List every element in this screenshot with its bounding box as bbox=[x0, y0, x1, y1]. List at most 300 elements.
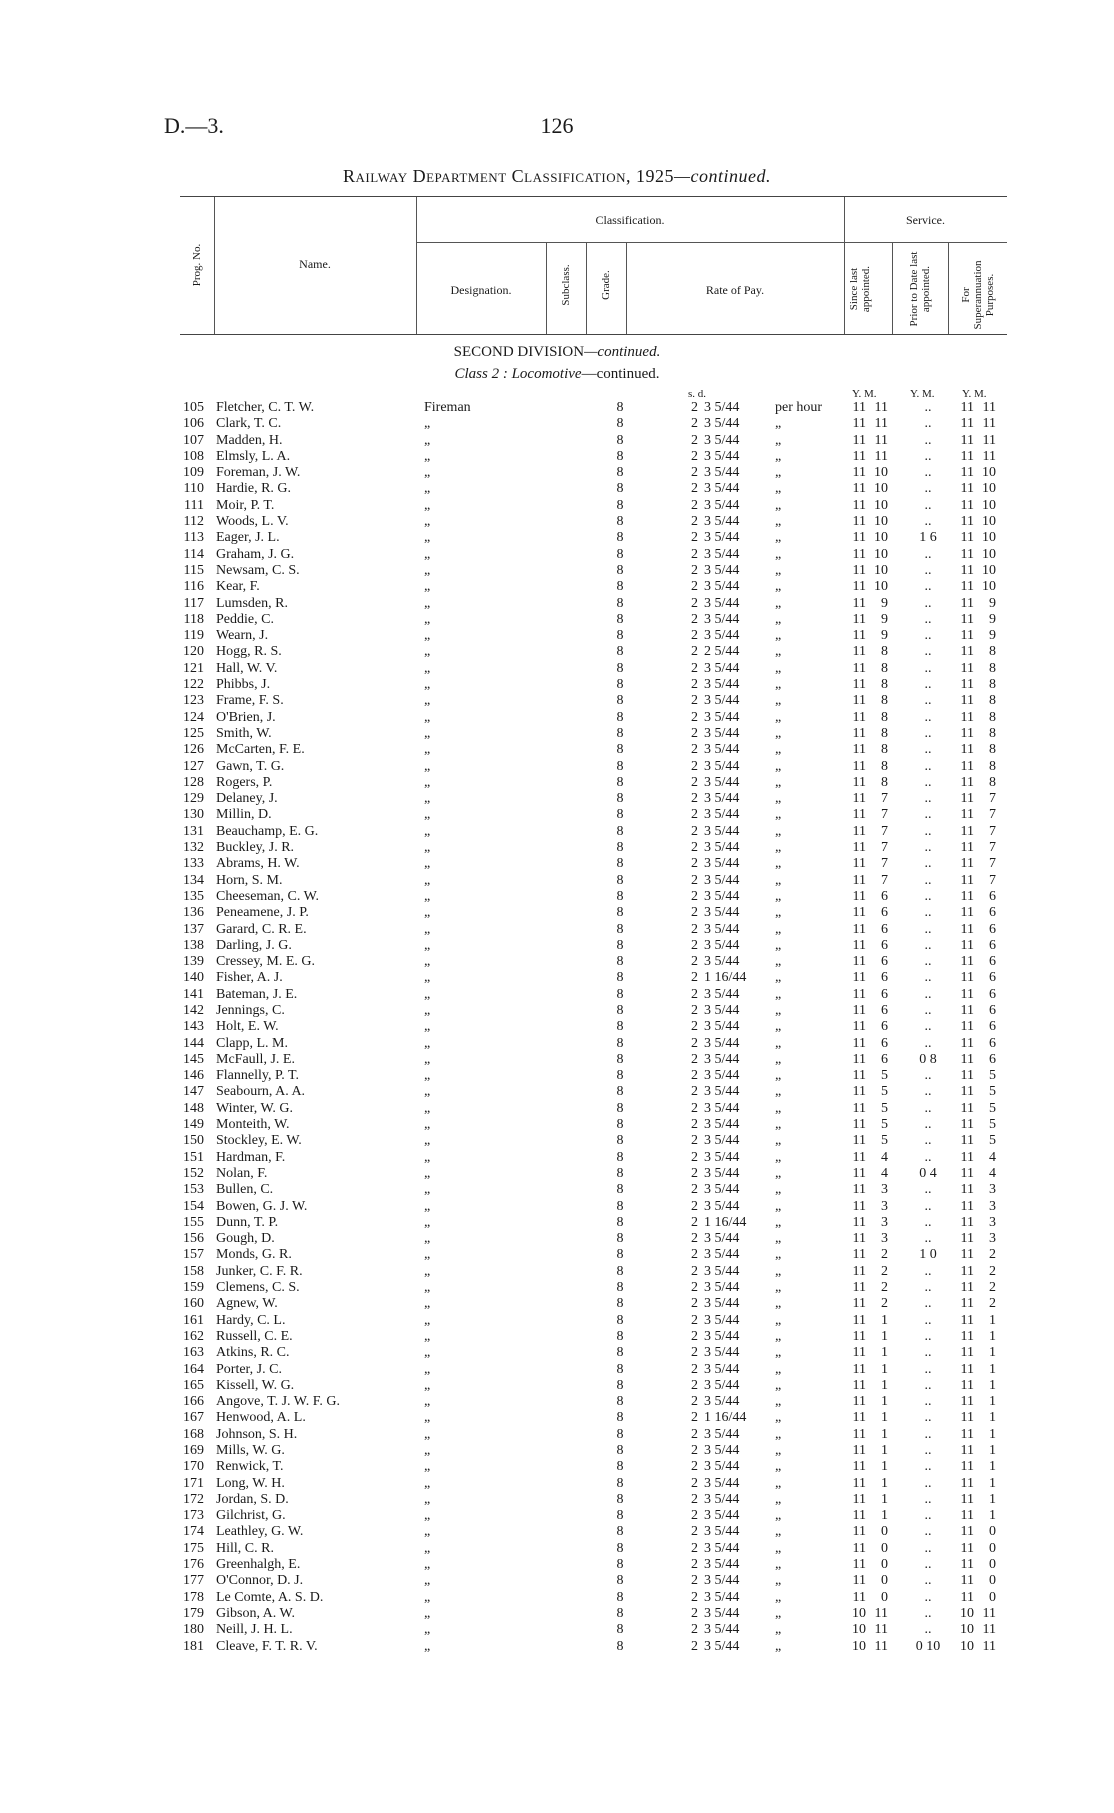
designation: „ bbox=[424, 970, 431, 986]
since-months: 1 bbox=[881, 1345, 888, 1361]
super-months: 5 bbox=[989, 1084, 996, 1100]
super-months: 2 bbox=[989, 1247, 996, 1263]
since-years: 11 bbox=[852, 514, 866, 530]
super-months: 7 bbox=[989, 856, 996, 872]
designation: „ bbox=[424, 1589, 431, 1605]
header-service: Service. bbox=[906, 213, 945, 227]
since-years: 11 bbox=[852, 1345, 866, 1361]
super-years: 11 bbox=[960, 595, 974, 611]
pay-pence: 3 5/44 bbox=[704, 1312, 740, 1328]
prog-no: 133 bbox=[183, 856, 204, 872]
designation: „ bbox=[424, 1117, 431, 1133]
prog-no: 144 bbox=[183, 1035, 204, 1051]
employee-name: Fisher, A. J. bbox=[216, 970, 283, 986]
subclass: 8 bbox=[616, 497, 624, 513]
since-years: 11 bbox=[852, 1231, 866, 1247]
unit-since: Y. M. bbox=[852, 388, 877, 400]
since-months: 6 bbox=[881, 970, 888, 986]
pay-pence: 3 5/44 bbox=[704, 1605, 740, 1621]
prog-no: 156 bbox=[183, 1231, 204, 1247]
subclass: 8 bbox=[616, 1198, 624, 1214]
super-months: 1 bbox=[989, 1394, 996, 1410]
prog-no: 117 bbox=[183, 595, 204, 611]
since-months: 7 bbox=[881, 856, 888, 872]
table-row bbox=[0, 1264, 1114, 1280]
super-months: 11 bbox=[982, 1622, 996, 1638]
since-months: 0 bbox=[881, 1540, 888, 1556]
pay-shillings: 2 bbox=[691, 954, 698, 970]
super-months: 7 bbox=[989, 791, 996, 807]
employee-name: Monteith, W. bbox=[216, 1117, 290, 1133]
pay-shillings: 2 bbox=[691, 807, 698, 823]
pay-shillings: 2 bbox=[691, 888, 698, 904]
since-years: 11 bbox=[852, 465, 866, 481]
pay-pence: 3 5/44 bbox=[704, 465, 740, 481]
since-years: 11 bbox=[852, 530, 866, 546]
designation: „ bbox=[424, 1035, 431, 1051]
prior-service: .. bbox=[924, 1133, 932, 1149]
subclass: 8 bbox=[616, 1605, 624, 1621]
pay-period: „ bbox=[775, 970, 782, 986]
pay-pence: 3 5/44 bbox=[704, 1002, 740, 1018]
since-months: 6 bbox=[881, 1051, 888, 1067]
pay-period: „ bbox=[775, 1573, 782, 1589]
since-years: 11 bbox=[852, 1557, 866, 1573]
since-years: 11 bbox=[852, 840, 866, 856]
class-name: Locomotive bbox=[511, 366, 582, 382]
pay-shillings: 2 bbox=[691, 1068, 698, 1084]
division-title bbox=[0, 344, 1114, 361]
since-years: 11 bbox=[852, 1068, 866, 1084]
prior-service: 1 0 bbox=[919, 1247, 937, 1263]
prog-no: 166 bbox=[183, 1394, 204, 1410]
since-months: 11 bbox=[874, 400, 888, 415]
since-months: 6 bbox=[881, 986, 888, 1002]
since-months: 5 bbox=[881, 1068, 888, 1084]
designation: „ bbox=[424, 1002, 431, 1018]
table-row bbox=[0, 1443, 1114, 1459]
since-years: 11 bbox=[852, 970, 866, 986]
since-years: 11 bbox=[852, 921, 866, 937]
pay-shillings: 2 bbox=[691, 1557, 698, 1573]
pay-period: „ bbox=[775, 823, 782, 839]
designation: „ bbox=[424, 921, 431, 937]
super-years: 11 bbox=[960, 1312, 974, 1328]
since-months: 5 bbox=[881, 1100, 888, 1116]
designation: „ bbox=[424, 774, 431, 790]
subclass: 8 bbox=[616, 1394, 624, 1410]
super-months: 9 bbox=[989, 595, 996, 611]
subclass: 8 bbox=[616, 1328, 624, 1344]
since-years: 11 bbox=[852, 1247, 866, 1263]
pay-period: „ bbox=[775, 1149, 782, 1165]
pay-shillings: 2 bbox=[691, 1280, 698, 1296]
super-months: 6 bbox=[989, 954, 996, 970]
pay-shillings: 2 bbox=[691, 448, 698, 464]
super-years: 11 bbox=[960, 611, 974, 627]
super-years: 11 bbox=[960, 1182, 974, 1198]
employee-name: Leathley, G. W. bbox=[216, 1524, 304, 1540]
subclass: 8 bbox=[616, 628, 624, 644]
table-row bbox=[0, 1133, 1114, 1149]
pay-pence: 3 5/44 bbox=[704, 937, 740, 953]
pay-period: „ bbox=[775, 725, 782, 741]
subclass: 8 bbox=[616, 1214, 624, 1230]
pay-period: „ bbox=[775, 530, 782, 546]
subclass: 8 bbox=[616, 791, 624, 807]
super-months: 5 bbox=[989, 1068, 996, 1084]
pay-shillings: 2 bbox=[691, 546, 698, 562]
subclass: 8 bbox=[616, 1117, 624, 1133]
designation: „ bbox=[424, 1312, 431, 1328]
since-years: 11 bbox=[852, 693, 866, 709]
since-years: 11 bbox=[852, 1475, 866, 1491]
prior-service: .. bbox=[924, 1068, 932, 1084]
pay-pence: 3 5/44 bbox=[704, 1540, 740, 1556]
pay-pence: 3 5/44 bbox=[704, 823, 740, 839]
super-years: 11 bbox=[960, 644, 974, 660]
since-years: 11 bbox=[852, 872, 866, 888]
prog-no: 171 bbox=[183, 1475, 204, 1491]
since-months: 6 bbox=[881, 954, 888, 970]
super-months: 11 bbox=[982, 400, 996, 415]
super-years: 11 bbox=[960, 1491, 974, 1507]
employee-name: Darling, J. G. bbox=[216, 937, 292, 953]
prior-service: .. bbox=[924, 807, 932, 823]
subclass: 8 bbox=[616, 970, 624, 986]
pay-period: „ bbox=[775, 1345, 782, 1361]
pay-pence: 1 16/44 bbox=[704, 1410, 747, 1426]
table-row bbox=[0, 970, 1114, 986]
since-years: 11 bbox=[852, 1540, 866, 1556]
since-months: 1 bbox=[881, 1508, 888, 1524]
pay-period: „ bbox=[775, 1002, 782, 1018]
pay-period: „ bbox=[775, 595, 782, 611]
employee-name: Dunn, T. P. bbox=[216, 1214, 279, 1230]
since-months: 4 bbox=[881, 1165, 888, 1181]
super-months: 11 bbox=[982, 432, 996, 448]
employee-name: Foreman, J. W. bbox=[216, 465, 301, 481]
since-months: 11 bbox=[874, 416, 888, 432]
table-row bbox=[0, 889, 1114, 905]
prog-no: 179 bbox=[183, 1605, 204, 1621]
designation: „ bbox=[424, 465, 431, 481]
prog-no: 157 bbox=[183, 1247, 204, 1263]
table-row bbox=[0, 693, 1114, 709]
staff-table bbox=[0, 400, 1114, 1655]
header-prog-no: Prog. No. bbox=[191, 243, 203, 287]
pay-pence: 3 5/44 bbox=[704, 1247, 740, 1263]
pay-period: „ bbox=[775, 611, 782, 627]
pay-shillings: 2 bbox=[691, 1117, 698, 1133]
prog-no: 113 bbox=[183, 530, 204, 546]
subclass: 8 bbox=[616, 448, 624, 464]
super-years: 11 bbox=[960, 1394, 974, 1410]
class-label: Class 2 : bbox=[454, 366, 508, 382]
pay-pence: 3 5/44 bbox=[704, 660, 740, 676]
designation: „ bbox=[424, 1345, 431, 1361]
pay-shillings: 2 bbox=[691, 693, 698, 709]
subclass: 8 bbox=[616, 595, 624, 611]
designation: „ bbox=[424, 1622, 431, 1638]
pay-shillings: 2 bbox=[691, 1540, 698, 1556]
pay-shillings: 2 bbox=[691, 1149, 698, 1165]
pay-period: „ bbox=[775, 905, 782, 921]
pay-shillings: 2 bbox=[691, 400, 698, 415]
designation: „ bbox=[424, 644, 431, 660]
designation: „ bbox=[424, 791, 431, 807]
prog-no: 175 bbox=[183, 1540, 204, 1556]
table-row bbox=[0, 1622, 1114, 1638]
prior-service: .. bbox=[924, 1394, 932, 1410]
super-months: 0 bbox=[989, 1589, 996, 1605]
employee-name: McFaull, J. E. bbox=[216, 1051, 295, 1067]
pay-shillings: 2 bbox=[691, 1035, 698, 1051]
since-months: 6 bbox=[881, 1035, 888, 1051]
table-row bbox=[0, 1052, 1114, 1068]
super-months: 6 bbox=[989, 986, 996, 1002]
super-months: 3 bbox=[989, 1182, 996, 1198]
pay-shillings: 2 bbox=[691, 758, 698, 774]
since-months: 2 bbox=[881, 1247, 888, 1263]
table-row bbox=[0, 1427, 1114, 1443]
prior-service: 1 6 bbox=[919, 530, 937, 546]
pay-pence: 3 5/44 bbox=[704, 1198, 740, 1214]
since-years: 11 bbox=[852, 742, 866, 758]
since-years: 11 bbox=[852, 758, 866, 774]
employee-name: Gawn, T. G. bbox=[216, 758, 285, 774]
prog-no: 107 bbox=[183, 432, 204, 448]
since-months: 1 bbox=[881, 1443, 888, 1458]
employee-name: Moir, P. T. bbox=[216, 497, 275, 513]
since-years: 11 bbox=[852, 709, 866, 725]
pay-shillings: 2 bbox=[691, 774, 698, 790]
super-months: 1 bbox=[989, 1426, 996, 1442]
since-months: 11 bbox=[874, 1622, 888, 1638]
subclass: 8 bbox=[616, 774, 624, 790]
title-main: Railway Department Classification, 1925 bbox=[343, 166, 674, 186]
prior-service: .. bbox=[924, 693, 932, 709]
pay-period: „ bbox=[775, 1508, 782, 1524]
since-months: 7 bbox=[881, 823, 888, 839]
pay-pence: 3 5/44 bbox=[704, 1443, 740, 1458]
subclass: 8 bbox=[616, 1589, 624, 1605]
designation: „ bbox=[424, 725, 431, 741]
employee-name: Clark, T. C. bbox=[216, 416, 282, 432]
prog-no: 138 bbox=[183, 937, 204, 953]
super-months: 8 bbox=[989, 742, 996, 758]
prog-no: 136 bbox=[183, 905, 204, 921]
pay-shillings: 2 bbox=[691, 840, 698, 856]
employee-name: Seabourn, A. A. bbox=[216, 1084, 306, 1100]
table-row bbox=[0, 873, 1114, 889]
table-row bbox=[0, 433, 1114, 449]
pay-shillings: 2 bbox=[691, 416, 698, 432]
pay-pence: 3 5/44 bbox=[704, 1622, 740, 1638]
pay-period: „ bbox=[775, 497, 782, 513]
designation: „ bbox=[424, 1394, 431, 1410]
pay-shillings: 2 bbox=[691, 970, 698, 986]
super-years: 11 bbox=[960, 970, 974, 986]
designation: „ bbox=[424, 1296, 431, 1312]
pay-shillings: 2 bbox=[691, 905, 698, 921]
prog-no: 180 bbox=[183, 1622, 204, 1638]
since-months: 2 bbox=[881, 1263, 888, 1279]
table-row bbox=[0, 514, 1114, 530]
employee-name: Kear, F. bbox=[216, 579, 260, 595]
table-row bbox=[0, 1459, 1114, 1475]
pay-period: „ bbox=[775, 1165, 782, 1181]
subclass: 8 bbox=[616, 1084, 624, 1100]
pay-shillings: 2 bbox=[691, 986, 698, 1002]
table-row bbox=[0, 1199, 1114, 1215]
prior-service: 0 8 bbox=[919, 1051, 937, 1067]
since-months: 0 bbox=[881, 1557, 888, 1573]
super-months: 7 bbox=[989, 807, 996, 823]
prog-no: 163 bbox=[183, 1345, 204, 1361]
divider bbox=[844, 242, 1007, 243]
super-years: 11 bbox=[960, 1296, 974, 1312]
pay-shillings: 2 bbox=[691, 791, 698, 807]
since-months: 3 bbox=[881, 1214, 888, 1230]
super-years: 11 bbox=[960, 1377, 974, 1393]
super-months: 1 bbox=[989, 1459, 996, 1475]
designation: „ bbox=[424, 611, 431, 627]
super-months: 1 bbox=[989, 1508, 996, 1524]
since-years: 11 bbox=[852, 1524, 866, 1540]
since-months: 3 bbox=[881, 1231, 888, 1247]
pay-pence: 3 5/44 bbox=[704, 530, 740, 546]
header-rate-of-pay: Rate of Pay. bbox=[705, 283, 765, 297]
pay-period: „ bbox=[775, 888, 782, 904]
super-years: 10 bbox=[960, 1605, 974, 1621]
subclass: 8 bbox=[616, 1377, 624, 1393]
super-months: 1 bbox=[989, 1410, 996, 1426]
pay-shillings: 2 bbox=[691, 1589, 698, 1605]
since-months: 1 bbox=[881, 1426, 888, 1442]
table-row bbox=[0, 938, 1114, 954]
pay-period: „ bbox=[775, 1410, 782, 1426]
super-months: 0 bbox=[989, 1557, 996, 1573]
since-years: 11 bbox=[852, 660, 866, 676]
since-years: 11 bbox=[852, 1117, 866, 1133]
pay-pence: 3 5/44 bbox=[704, 1426, 740, 1442]
since-months: 1 bbox=[881, 1394, 888, 1410]
super-months: 5 bbox=[989, 1100, 996, 1116]
designation: „ bbox=[424, 1214, 431, 1230]
table-row bbox=[0, 563, 1114, 579]
subclass: 8 bbox=[616, 1524, 624, 1540]
unit-super: Y. M. bbox=[962, 388, 987, 400]
designation: „ bbox=[424, 1051, 431, 1067]
subclass: 8 bbox=[616, 1051, 624, 1067]
super-years: 11 bbox=[960, 888, 974, 904]
table-row bbox=[0, 644, 1114, 660]
table-row bbox=[0, 710, 1114, 726]
designation: „ bbox=[424, 1524, 431, 1540]
since-years: 11 bbox=[852, 562, 866, 578]
pay-period: „ bbox=[775, 1084, 782, 1100]
table-row bbox=[0, 1345, 1114, 1361]
prior-service: 0 4 bbox=[919, 1165, 937, 1181]
since-years: 11 bbox=[852, 1410, 866, 1426]
table-row bbox=[0, 1166, 1114, 1182]
subclass: 8 bbox=[616, 1263, 624, 1279]
prior-service: .. bbox=[924, 481, 932, 497]
table-row bbox=[0, 547, 1114, 563]
pay-pence: 1 16/44 bbox=[704, 1214, 747, 1230]
prior-service: 0 10 bbox=[915, 1638, 941, 1654]
prog-no: 167 bbox=[183, 1410, 204, 1426]
since-months: 7 bbox=[881, 840, 888, 856]
prog-no: 153 bbox=[183, 1182, 204, 1198]
pay-period: „ bbox=[775, 1296, 782, 1312]
employee-name: Newsam, C. S. bbox=[216, 562, 300, 578]
prior-service: .. bbox=[924, 1312, 932, 1328]
designation: „ bbox=[424, 693, 431, 709]
prior-service: .. bbox=[924, 644, 932, 660]
prior-service: .. bbox=[924, 1002, 932, 1018]
subclass: 8 bbox=[616, 758, 624, 774]
super-years: 11 bbox=[960, 1019, 974, 1035]
prior-service: .. bbox=[924, 872, 932, 888]
pay-pence: 3 5/44 bbox=[704, 1377, 740, 1393]
prior-service: .. bbox=[924, 1084, 932, 1100]
designation: „ bbox=[424, 905, 431, 921]
pay-pence: 3 5/44 bbox=[704, 1068, 740, 1084]
prior-service: .. bbox=[924, 1263, 932, 1279]
designation: „ bbox=[424, 1540, 431, 1556]
header-classification: Classification. bbox=[595, 213, 665, 227]
table-row bbox=[0, 596, 1114, 612]
table-row bbox=[0, 954, 1114, 970]
subclass: 8 bbox=[616, 1443, 624, 1458]
table-row bbox=[0, 1215, 1114, 1231]
employee-name: Cheeseman, C. W. bbox=[216, 888, 320, 904]
super-years: 11 bbox=[960, 1345, 974, 1361]
employee-name: Garard, C. R. E. bbox=[216, 921, 307, 937]
super-years: 11 bbox=[960, 1247, 974, 1263]
designation: „ bbox=[424, 677, 431, 693]
designation: „ bbox=[424, 1605, 431, 1621]
pay-pence: 3 5/44 bbox=[704, 579, 740, 595]
designation: „ bbox=[424, 1247, 431, 1263]
table-row bbox=[0, 1508, 1114, 1524]
pay-period: „ bbox=[775, 562, 782, 578]
since-months: 9 bbox=[881, 595, 888, 611]
table-row bbox=[0, 1573, 1114, 1589]
pay-pence: 3 5/44 bbox=[704, 1328, 740, 1344]
pay-shillings: 2 bbox=[691, 660, 698, 676]
subclass: 8 bbox=[616, 1133, 624, 1149]
since-years: 11 bbox=[852, 432, 866, 448]
employee-name: Gilchrist, G. bbox=[216, 1508, 286, 1524]
prior-service: .. bbox=[924, 1149, 932, 1165]
super-years: 11 bbox=[960, 1524, 974, 1540]
employee-name: Hogg, R. S. bbox=[216, 644, 282, 660]
employee-name: Gibson, A. W. bbox=[216, 1605, 295, 1621]
super-months: 11 bbox=[982, 416, 996, 432]
division-suffix: —continued. bbox=[584, 344, 661, 360]
since-years: 11 bbox=[852, 1051, 866, 1067]
designation: Fireman bbox=[424, 400, 471, 415]
pay-shillings: 2 bbox=[691, 1231, 698, 1247]
page-number: 126 bbox=[540, 113, 574, 138]
pay-pence: 3 5/44 bbox=[704, 677, 740, 693]
super-years: 11 bbox=[960, 1475, 974, 1491]
since-months: 5 bbox=[881, 1117, 888, 1133]
since-months: 7 bbox=[881, 872, 888, 888]
